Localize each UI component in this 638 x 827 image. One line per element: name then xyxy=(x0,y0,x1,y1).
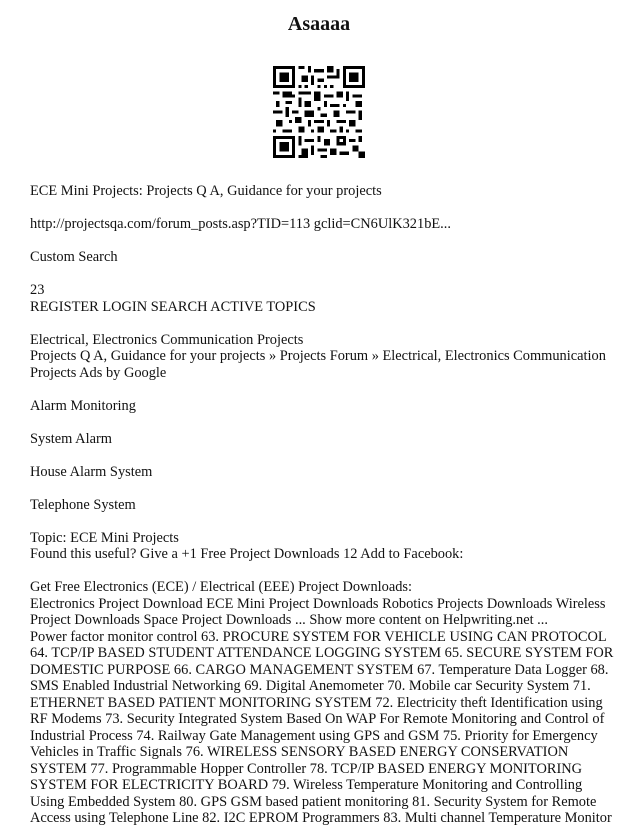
project-list: Power factor monitor control 63. PROCURE SYSTEM FOR VEHICLE USING CAN PROTOCOL 64. TCP/IP BASED STUDENT ATTENDANCE LOGGING SYSTEM 65. SECURE SYSTEM FOR DOMESTIC PURPOSE 66. CARGO MANAGEMENT SYSTEM 67. Temperature Data Logger 68. SMS Enabled Industrial Networking 69. Digital Anemometer 70. Mobile car Security System 71. ETHERNET BASED PATIENT MONITORING SYSTEM 72. Electricity theft Identification using RF Modems 73. Security Integrated System Based On WAP For Remote Monitoring and Control of Industrial Process 74. Railway Gate Management using GPS and GSM 75. Priority for Emergency Vehicles in Traffic Signals 76. WIRELESS SENSORY BASED ENERGY CONSERVATION SYSTEM 77. Programmable Hopper Controller 78. TCP/IP BASED ENERGY MONITORING SYSTEM FOR ELECTRICITY BOARD 79. Wireless Temperature Monitoring and Controlling Using Embedded System 80. GPS GSM based patient monitoring 81. Security System for Remote Access using Telephone Line 82. I2C EPROM Programmers 83. Multi channel Temperature Monitor xyxy=(30,628,614,826)
ad-link-house-alarm-system: House Alarm System xyxy=(30,463,153,480)
downloads-body: Electronics Project Download ECE Mini Project Downloads Robotics Projects Downloads Wireless Project Downloads Space Project Downloads ... Show more content on Helpwriting.net ... xyxy=(30,595,606,628)
qr-code-image xyxy=(273,66,365,158)
page-title: Asaaaa xyxy=(287,13,351,35)
breadcrumb: Projects Q A, Guidance for your projects » Projects Forum » Electrical, Electronics Communication Projects Ads by Google xyxy=(30,348,606,381)
source-url: http://projectsqa.com/forum_posts.asp?TID=113 gclid=CN6UlK321bE... xyxy=(30,216,451,232)
ad-link-alarm-monitoring: Alarm Monitoring xyxy=(30,397,136,414)
count-text: 23 xyxy=(30,282,45,298)
custom-search-text: Custom Search xyxy=(30,249,118,265)
page-heading: ECE Mini Projects: Projects Q A, Guidance for your projects xyxy=(30,183,382,199)
topic-title: Topic: ECE Mini Projects xyxy=(30,529,179,546)
category-title: Electrical, Electronics Communication Projects xyxy=(30,331,304,348)
ad-link-system-alarm: System Alarm xyxy=(30,430,112,447)
nav-links-text: REGISTER LOGIN SEARCH ACTIVE TOPICS xyxy=(30,298,316,315)
share-text: Found this useful? Give a +1 Free Project Downloads 12 Add to Facebook: xyxy=(30,546,464,562)
downloads-heading: Get Free Electronics (ECE) / Electrical (EEE) Project Downloads: xyxy=(30,579,413,595)
ad-link-telephone-system: Telephone System xyxy=(30,496,136,513)
document-body xyxy=(30,183,614,827)
